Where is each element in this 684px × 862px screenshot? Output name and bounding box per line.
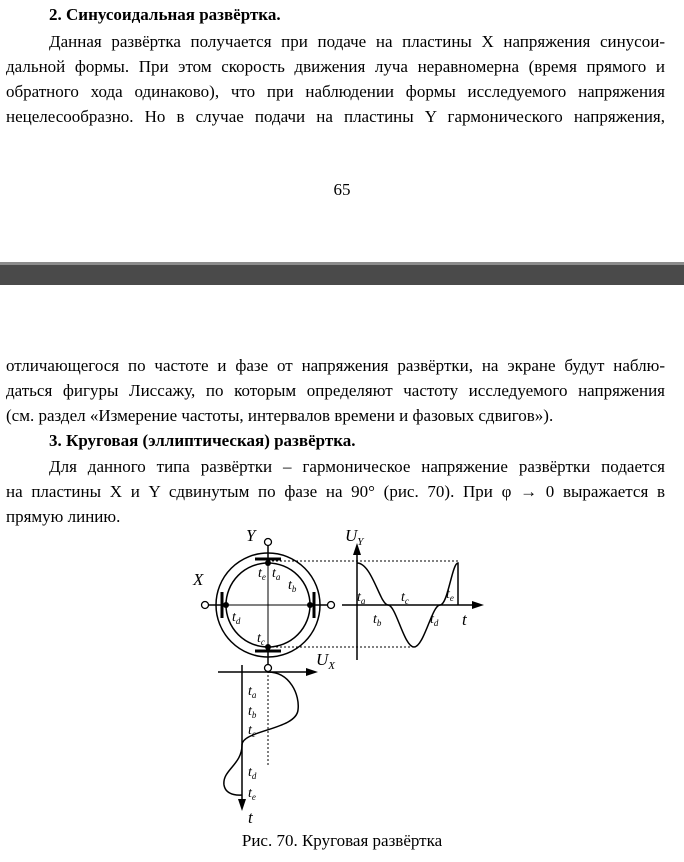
svg-text:td: $t_d$ [430,612,439,628]
page-65 [0,0,684,262]
ux-sine-curve [224,672,298,795]
svg-text:te: $t_e$ [446,587,454,603]
svg-text:ta: $t_a$ [248,684,257,700]
svg-text:ta: $t_a$ [272,566,281,582]
section-heading-circular: 3. Круговая (эллиптическая) развёртка. [49,431,356,450]
svg-text:td: $t_d$ [248,765,257,781]
paragraph-line: (см. раздел «Измерение частоты, интервалов времени и фазовых сдвигов»). [6,406,554,425]
ux-arrow [306,668,318,676]
paragraph-line: дальной формы. При этом скорость движения луча неравномерна (время прямого и [6,57,665,76]
page-separator [0,262,684,285]
paragraph-line: прямую линию. [6,507,121,526]
point-td [223,602,229,608]
label-t-right: t [462,610,467,629]
svg-text:tc: $t_c$ [257,631,265,647]
svg-text:ta: $t_a$ [357,590,366,606]
t-arrow-down [238,799,246,811]
t-arrow [472,601,484,609]
svg-text:tc: $t_c$ [401,590,409,606]
terminal [265,539,272,546]
svg-text:te: $t_e$ [248,786,256,802]
section-heading-sinusoidal: 2. Синусоидальная развёртка. [49,5,281,24]
label-UY: $U_Y$ [345,526,364,548]
page-66 [0,285,684,862]
page-number: 65 [333,180,351,199]
label-Y: Y [246,526,256,545]
svg-text:tc: $t_c$ [248,723,256,739]
label-UX: $U_X$ [316,650,336,672]
paragraph-line: отличающегося по частоте и фазе от напряжения развёртки, на экране будут наблю- [6,356,665,375]
paragraph-line: Данная развёртка получается при подаче на пластины X напряжения синусои- [49,32,665,51]
paragraph-line: Для данного типа развёртки – гармоническое напряжение развёртки подается [49,457,665,476]
paragraph-line: обратного хода одинаково), что при наблюдении формы исследуемого напряжения [6,82,665,101]
figure-circular-sweep [0,525,684,835]
svg-text:te: $t_e$ [258,566,266,582]
point-tb [307,602,313,608]
terminal [328,602,335,609]
svg-text:td: $t_d$ [232,610,241,626]
svg-text:tb: $t_b$ [288,578,297,594]
label-t-bottom: t [248,808,253,827]
paragraph-line: даться фигуры Лиссажу, по которым определяют частоту исследуемого напряжения [6,381,665,400]
svg-text:tb: $t_b$ [373,612,382,628]
paragraph-line: нецелесообразно. Но в случае подачи на пластины Y гармонического напряжения, [6,107,665,126]
terminal [265,665,272,672]
svg-text:tb: $t_b$ [248,704,257,720]
label-X: X [193,570,204,589]
terminal [202,602,209,609]
paragraph-line: на пластины X и Y сдвинутым по фазе на 90° (рис. 70). При φ → 0 выражается в [6,482,665,501]
figure-caption: Рис. 70. Круговая развёртка [241,831,443,850]
